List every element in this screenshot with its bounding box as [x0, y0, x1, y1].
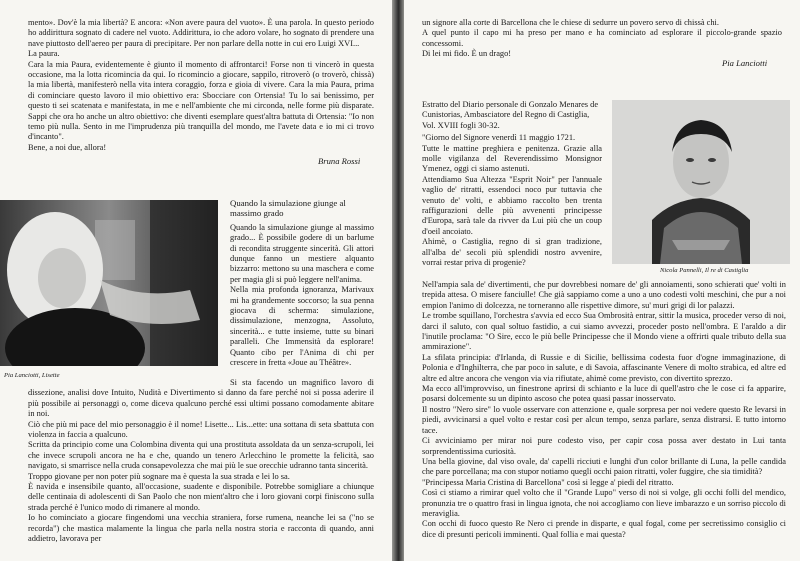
signature-bruna-rossi: Bruna Rossi — [318, 156, 361, 166]
paragraph: Bene, a noi due, allora! — [28, 142, 107, 152]
paragraph: Scritta da principio come una Colombina diventa qui una prostituta assoldata da un senza-scrupoli, lei che invece scrupoli ancora ne ha e che, quando un tenero Arlecchino le promette la felicità, sao navigato, si smarrisce nella cruda consapevolezza che mai più le sue orecchie udranno tanta sincerità. — [28, 440, 374, 471]
paragraph: Con occhi di fuoco questo Re Nero ci prende in disparte, e qual fogal, come per secretissimo consiglio ci dice di presunti pericoli imminenti. Qual follia e mai questa? — [422, 519, 786, 539]
left-intro-text — [28, 18, 374, 153]
photo-pia-lanciotti — [0, 200, 218, 366]
paragraph: La sfilata principia: d'Irlanda, di Russie e di Sicilie, bellissima codesta fuor d'ogne immaginazione, di Polonia e d'Inghilterra, che par poco in salute, e di Savoia, affascinante Venere di molto strabica, ed altre ed altre ed altre ancora che vengon via via rifiutate, ahimè come previsto, con divertito sprezzo. — [422, 352, 786, 383]
paragraph: Si sta facendo un magnifico lavoro di dissezione, analisi dove Intuito, Nudità e Divertimento si danno da fare perché noi si possa aderire il più possibile ai personaggi o, come diceva qualcuno perché essi ultimi possano comodamente abitare in noi. — [28, 378, 374, 419]
paragraph: "Principessa Maria Cristina di Barcellona" così si legge a' piedi del ritratto. — [422, 477, 674, 487]
diary-column — [422, 100, 602, 269]
diary-full-width — [422, 280, 786, 540]
book-gutter — [392, 0, 404, 561]
paragraph: Quando la simulazione giunge al massimo grado... È possibile godere di un barlume di recondita struggente sincerità. Gli attori dunque fanno un mestiere alquanto bizzarro: mettono su una maschera e come per magia gli si può leggere nell'anima. — [230, 222, 374, 284]
paragraph: "Giorno del Signore venerdì 11 maggio 1721. — [422, 133, 576, 143]
paragraph: mento». Dov'è la mia libertà? E ancora: «Non avere paura del vuoto». È una parola. In questo periodo ho addirittura sognato di cadere nel vuoto. Addirittura, io che adoro volare, ho sognato di prendere una nave piuttosto dell'aereo per paura di precipitare. Per non parlare della notte in cui ero Luigi XVI... — [28, 18, 374, 48]
right-intro-text — [422, 18, 782, 60]
signature-pia-lanciotti: Pia Lanciotti — [722, 58, 768, 68]
photo-caption-lisette: Pia Lanciotti, Lisette — [4, 372, 60, 379]
paragraph: Una bella giovine, dal viso ovale, da' capelli ricciuti e lunghi d'un color brillante di Luna, la pelle candida che pare porcellana; ma con stupor notiamo quegli occhi paion ritratti, voler fuggire, che sia timidità? — [422, 456, 786, 477]
diary-heading: Estratto del Diario personale di Gonzalo Menares de Cunistorias, Ambasciatore del Regno di Castiglia, Vol. XVIII fogli 30-32. — [422, 100, 599, 130]
paragraph: Ahimè, o Castiglia, regno di sì gran tradizione, all'alba de' secoli più splendidi nostro avvenire, vorrai restar priva di progenie? — [422, 237, 602, 268]
portrait-image — [0, 200, 218, 366]
paragraph: Io ho cominciato a giocare fingendomi una vecchia straniera, forse rumena, neanche lei sa ("no se recorda") che mastica malamente la lingua che parla nella nostra storia e racconta di quando, anni addietro, lavorava per — [28, 513, 374, 544]
paragraph: A quel punto il capo mi ha preso per mano e ha cominciato ad esplorare il piccolo-grande spazio concessomi. — [422, 28, 782, 48]
paragraph: La paura. — [28, 49, 60, 59]
paragraph: È navida e insensibile quanto, all'occasione, suadente e disponibile. Potrebbe somigliare a chiunque delle centinaia di adolescenti di San Paolo che non mient'altro che i loro giovani corpi finiscono sulla strada perché è l'unico modo di rimanere al mondo. — [28, 482, 374, 512]
portrait-image — [612, 100, 790, 264]
essay-full-width — [28, 378, 374, 545]
right-page — [404, 0, 800, 561]
paragraph: Ma ecco all'improvviso, un finestrone aprirsi di schianto e la luce di quell'astro che le cose ci fa apparire, posarsi dolcemente su un dipinto ascoso che potea quasi passar inosservato. — [422, 384, 786, 404]
paragraph: Cara la mia Paura, evidentemente è giunto il momento di affrontarci! Forse non ti vincerò in questa occasione, ma la lotta ricomincia da qui. Io ricomincio a giocare, sappilo, ritroverò (o troverò, chissà) la mia libertà, manifesterò nella vita intera coraggio, forza e gioia di vivere. Cara la mia Paura, prima di cominciare questo lavoro il mio obiettivo era: Sbocciare con Ortensia! Tu lo sai benissimo, per questo ti sei scatenata e manifestata, in me e nell'ambiente che mi circonda, nelle forme più disparate. Sappi che ora ho anche un altro obiettivo: che diventi esemplare quest'altra battuta di Ortensia: "Io non temo più nulla. Sento in me l'imprudenza più tranquilla del mondo, me l'avete data e io mi ci trovo d'incanto". — [28, 59, 374, 142]
paragraph: Troppo giovane per non poter più sognare ma è questa la sua strada e lei lo sa. — [28, 471, 290, 481]
paragraph: Il nostro "Nero sire" lo vuole osservare con attenzione e, quale sorpresa per noi vedere questo Re levarsi in piedi, avvicinarsi a quel volto e restar così per alcun tempo, senza parlare, senza distrarsi. E tutto intorno tace. — [422, 404, 786, 435]
paragraph: Di lei mi fido. È un drago! — [422, 49, 512, 59]
paragraph: Tutte le mattine preghiera e penitenza. Grazie alla molle vigilanza del Reverendissimo Monsignor Ymenez, oggi ci siamo astenuti. — [422, 143, 602, 174]
paragraph: Ciò che più mi pace del mio personaggio è il nome! Lisette... Lis...ette: una sottana di seta sbattuta con violenza in faccia a qualcuno. — [28, 419, 374, 440]
paragraph: Attendiamo Sua Altezza "Esprit Noir" per l'annuale vaglio de' ritratti, essendoci noco pur tuttavia che venuto de' volti, e abbiamo raccolto ben trenta raffigurazioni delle più avvenenti principesse d'Europa, sarà tale da rivver da Lui più che un coup d'oeil ancoiato. — [422, 174, 602, 236]
photo-nicola-pannelli — [612, 100, 790, 264]
essay-title: Quando la simulazione giunge al massimo grado — [230, 198, 346, 219]
paragraph: Nell'ampia sala de' divertimenti, che pur dovrebbesi nomare de' gli annoiamenti, sono schierati que' volti in trepida attesa. O misere fanciulle! Che già sappiamo come a uno a uno codesti volti meschini, che pur a noi empion l'animo di dolcezza, ne torneranno alle rispettive dimore, su' muri grigi di lor palazzi. — [422, 280, 786, 310]
essay-column — [230, 198, 374, 369]
paragraph: un signore alla corte di Barcellona che le chiese di sedurre un povero servo di chissà chi. — [422, 18, 719, 27]
photo-caption-re-di-castiglia: Nicola Pannelli, Il re di Castiglia — [660, 267, 749, 274]
paragraph: Così ci stiamo a rimirar quel volto che il "Grande Lupo" verso di noi si volge, gli occhi folli del mendico, pronunzia tre o quattro frasi in lingua ignota, che noi accogliamo con lieve imbarazzo e un sorriso piccolo di meraviglia. — [422, 488, 786, 518]
paragraph: Ci avviciniamo per mirar noi pure codesto viso, per capir cosa possa aver destato in Lui tanta sorprendentissima curiosità. — [422, 436, 786, 456]
left-page — [0, 0, 392, 561]
paragraph: Le trombe squillano, l'orchestra s'avvia ed ecco Sua Ombrosità entrar, sittir la musica, proceder verso di noi, darci il saluto, con qual soltuo fastidio, a cui siamo avvezzi, proceder posto nell'ombra. E l'araldo a dir l'inutile proclama: "O Sire, ecco le più belle Principesse che il Mondo viene a offrirti quale tributo della sua ammirazione". — [422, 311, 786, 352]
paragraph: Nella mia profonda ignoranza, Marivaux mi ha grandemente soccorso; la sua penna giocava di scherma: simulazione, dissimulazione, menzogna, Assoluto, sincerità... e tutte insieme, tutte su binari paralleli. Che Immensità da esplorare! Quanto cibo per l'Anima di chi per crescere in fretta «Joue au Théâtre». — [230, 285, 374, 368]
